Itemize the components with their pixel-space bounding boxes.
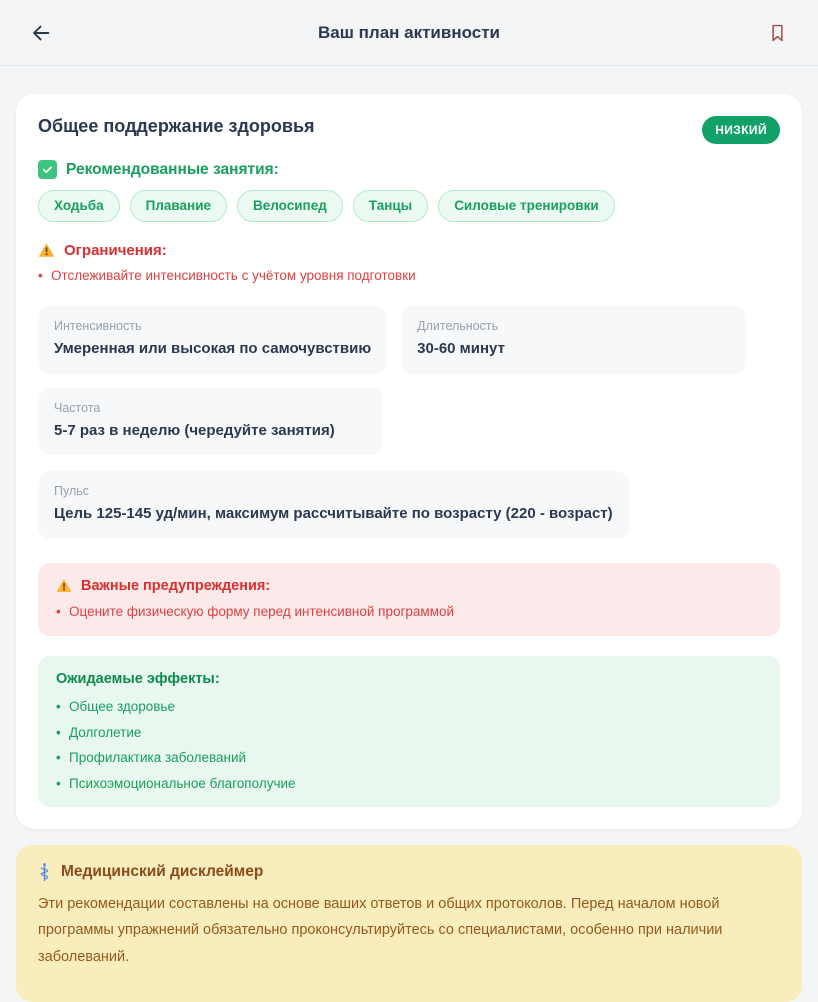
- parameter-grid: [38, 306, 780, 455]
- pulse-box: [38, 471, 629, 539]
- expected-effects-box: [38, 656, 780, 807]
- warning-triangle-icon: [38, 242, 55, 258]
- parameter-label: Длительность: [417, 319, 499, 334]
- parameter-value: 5-7 раз в неделю (чередуйте занятия): [54, 421, 335, 439]
- warnings-heading-label: Важные предупреждения:: [81, 577, 271, 594]
- bookmark-button[interactable]: [763, 18, 792, 48]
- effects-list: [56, 698, 762, 792]
- parameter-value: 30-60 минут: [417, 340, 505, 358]
- back-button[interactable]: [26, 18, 56, 48]
- parameter-box: [38, 388, 383, 456]
- activity-pill: Плавание: [130, 190, 227, 222]
- important-warnings-box: [38, 563, 780, 637]
- warning-item: • Оцените физическую форму перед интенсивной программой: [56, 603, 762, 621]
- parameter-box: [38, 306, 387, 374]
- check-icon: [38, 160, 57, 179]
- risk-level-badge: НИЗКИЙ: [702, 116, 780, 144]
- medical-disclaimer-box: [16, 845, 802, 1002]
- back-arrow-icon: [30, 22, 52, 44]
- parameter-box: [401, 306, 746, 374]
- recommended-section-heading: [38, 160, 780, 179]
- restrictions-heading-label: Ограничения:: [64, 241, 167, 259]
- plan-title: Общее поддержание здоровья: [38, 116, 315, 136]
- disclaimer-heading-row: [38, 862, 780, 882]
- disclaimer-heading: Медицинский дисклеймер: [61, 863, 264, 881]
- effect-item: • Общее здоровье: [56, 698, 762, 716]
- restriction-item: • Отслеживайте интенсивность с учётом уровня подготовки: [38, 267, 780, 285]
- parameter-value: Умеренная или высокая по самочувствию: [54, 340, 372, 358]
- parameter-label: Частота: [54, 400, 101, 415]
- restrictions-section-heading: [38, 242, 780, 259]
- medical-symbol-icon: [38, 862, 51, 882]
- effect-item: • Психоэмоциональное благополучие: [56, 775, 762, 793]
- plan-card: [16, 94, 802, 829]
- restrictions-list: [38, 267, 780, 285]
- pulse-value: Цель 125-145 уд/мин, максимум рассчитывайте по возрасту (220 - возраст): [54, 505, 613, 523]
- disclaimer-body: Эти рекомендации составлены на основе ваших ответов и общих протоколов. Перед началом новой программы упражнений обязательно проконсультируйтесь со специалистами, особенно при наличии заболеваний.: [38, 896, 723, 965]
- activity-pill-list: [38, 190, 780, 222]
- effect-item: • Профилактика заболеваний: [56, 749, 762, 767]
- activity-pill: Ходьба: [38, 190, 120, 222]
- pulse-label: Пульс: [54, 484, 90, 499]
- warning-triangle-icon: [56, 578, 72, 593]
- plan-card-header: [38, 116, 780, 144]
- effect-item: • Долголетие: [56, 724, 762, 742]
- activity-pill: Велосипед: [237, 190, 343, 222]
- warnings-list: [56, 603, 762, 621]
- pulse-row: [38, 471, 780, 539]
- parameter-label: Интенсивность: [54, 319, 142, 334]
- recommended-heading-label: Рекомендованные занятия:: [66, 160, 279, 178]
- activity-pill: Танцы: [353, 190, 428, 222]
- warnings-section-heading: [56, 578, 762, 594]
- page-title: Ваш план активности: [318, 22, 500, 42]
- activity-pill: Силовые тренировки: [438, 190, 614, 222]
- bookmark-icon: [767, 22, 788, 44]
- effects-heading: Ожидаемые эффекты:: [56, 671, 220, 688]
- top-app-bar: [0, 0, 818, 66]
